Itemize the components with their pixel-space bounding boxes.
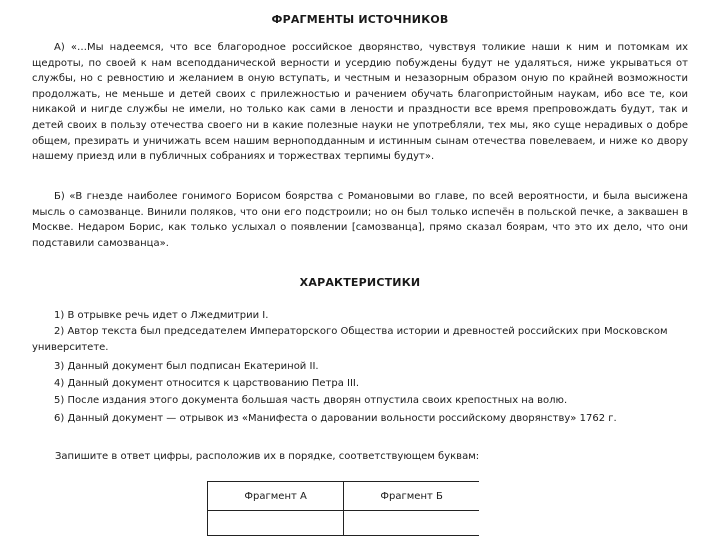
fragment-a-text: А) «…Мы надеемся, что все благородное российское дворянство, чувствуя толикие наши к ним и потомкам их щедроты, по своей к нам всеподданической верности и усердию побуждены будут не удаляться, ниже укрываться от службы, но с ревностию и желанием в оную вступать, и честным и незазорным образом оную по крайней возможности продолжать, не меньше и детей своих с прилежностью и рачением обучать благопристойным наукам, ибо все те, кои никакой и нигде службы не имели, но только как сами в лености и праздности все время препровождать будут, так и детей своих в пользу отечества своего ни в какие полезные науки не употребляли, тех мы, яко суще нерадивых о добре общем, презирать и уничижать всем нашим верноподданным и истинным сынам отечества повелеваем, и ниже ко двору нашему приезд или в публичных собраниях и торжествах терпимы будут». [32,42,688,163]
answer-instruction: Запишите в ответ цифры, расположив их в порядке, соответствующем буквам: [55,451,480,462]
characteristic-item-4: 4) Данный документ относится к царствованию Петра III. [54,378,360,389]
characteristics-heading: ХАРАКТЕРИСТИКИ [299,276,421,289]
characteristic-item-6: 6) Данный документ — отрывок из «Манифеста о даровании вольности российскому дворянству» 1762 г. [54,413,617,424]
answer-table-header-row [208,482,480,511]
characteristic-item-3: 3) Данный документ был подписан Екатериной II. [54,361,319,372]
sources-heading: ФРАГМЕНТЫ ИСТОЧНИКОВ [271,13,449,26]
characteristic-item-1: 1) В отрывке речь идет о Лжедмитрии I. [54,310,269,321]
characteristic-item-5: 5) После издания этого документа большая часть дворян отпустила своих крепостных на волю. [54,395,568,406]
answer-table [207,481,479,536]
header-fragment-b: Фрагмент Б [344,482,479,511]
characteristic-item-2: 2) Автор текста был председателем Императорского Общества истории и древностей российских при Московском университете. [32,326,668,353]
answer-cell-b[interactable] [344,511,479,536]
header-fragment-a: Фрагмент А [208,482,344,511]
answer-cell-a[interactable] [208,511,344,536]
answer-table-input-row [208,511,480,536]
fragment-b-text: Б) «В гнезде наиболее гонимого Борисом боярства с Романовыми во главе, по всей вероятности, и была высижена мысль о самозванце. Винили поляков, что они его подстроили; но он был только испечён в польской печке, а заквашен в Москве. Недаром Борис, как только услыхал о появлении [самозванца], прямо сказал боярам, что это их дело, что они подставили самозванца». [32,191,688,249]
